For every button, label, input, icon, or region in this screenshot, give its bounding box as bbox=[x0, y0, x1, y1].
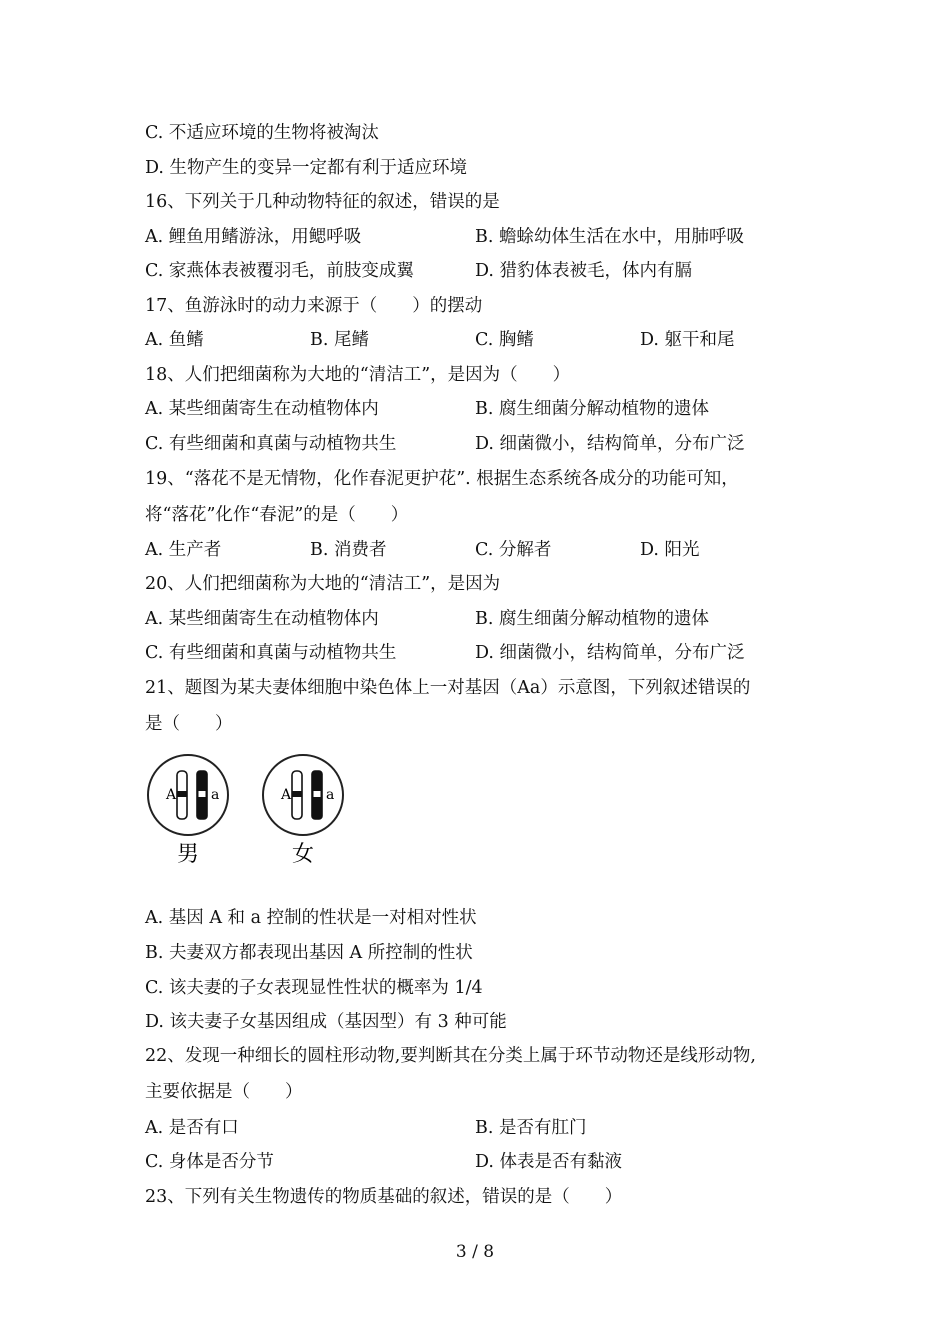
option-22d: D. 体表是否有黏液 bbox=[475, 1152, 623, 1172]
question-18: 18、人们把细菌称为大地的“清洁工”，是因为（ ） bbox=[145, 365, 571, 385]
question-21: 21、题图为某夫妻体细胞中染色体上一对基因（Aa）示意图，下列叙述错误的 bbox=[145, 678, 751, 698]
question-21-cont: 是（ ） bbox=[145, 714, 233, 734]
male-band-a bbox=[177, 791, 187, 797]
question-23: 23、下列有关生物遗传的物质基础的叙述，错误的是（ ） bbox=[145, 1187, 623, 1207]
option-16a: A. 鲤鱼用鳍游泳，用鳃呼吸 bbox=[145, 227, 362, 247]
option-19d: D. 阳光 bbox=[640, 540, 700, 560]
female-gene-big: A bbox=[281, 787, 292, 803]
male-label: 男 bbox=[176, 842, 200, 867]
gene-diagram bbox=[145, 750, 360, 868]
option-20c: C. 有些细菌和真菌与动植物共生 bbox=[145, 643, 397, 663]
question-20: 20、人们把细菌称为大地的“清洁工”，是因为 bbox=[145, 574, 501, 594]
option-16c: C. 家燕体表被覆羽毛，前肢变成翼 bbox=[145, 261, 414, 281]
option-19b: B. 消费者 bbox=[310, 540, 387, 560]
option-20d: D. 细菌微小，结构简单，分布广泛 bbox=[475, 643, 745, 663]
male-gene-big: A bbox=[166, 787, 177, 803]
option-20a: A. 某些细菌寄生在动植物体内 bbox=[145, 609, 379, 629]
option-21c: C. 该夫妻的子女表现显性性状的概率为 1/4 bbox=[145, 978, 483, 998]
line-c-15: C. 不适应环境的生物将被淘汰 bbox=[145, 123, 379, 143]
female-band-b bbox=[314, 791, 321, 797]
option-19c: C. 分解者 bbox=[475, 540, 552, 560]
option-18a: A. 某些细菌寄生在动植物体内 bbox=[145, 399, 379, 419]
option-16b: B. 蟾蜍幼体生活在水中，用肺呼吸 bbox=[475, 227, 744, 247]
option-22a: A. 是否有口 bbox=[145, 1118, 239, 1138]
female-band-a bbox=[292, 791, 302, 797]
female-cell bbox=[263, 755, 343, 867]
option-18b: B. 腐生细菌分解动植物的遗体 bbox=[475, 399, 709, 419]
question-19: 19、“落花不是无情物，化作春泥更护花”. 根据生态系统各成分的功能可知， bbox=[145, 469, 739, 489]
question-22-cont: 主要依据是（ ） bbox=[145, 1082, 303, 1102]
option-22c: C. 身体是否分节 bbox=[145, 1152, 274, 1172]
male-band-b bbox=[199, 791, 206, 797]
option-17b: B. 尾鳍 bbox=[310, 330, 369, 350]
male-gene-small: a bbox=[211, 787, 220, 803]
question-19-cont: 将“落花”化作“春泥”的是（ ） bbox=[145, 505, 409, 525]
line-d-15: D. 生物产生的变异一定都有利于适应环境 bbox=[145, 158, 468, 178]
option-18d: D. 细菌微小，结构简单，分布广泛 bbox=[475, 434, 745, 454]
female-gene-small: a bbox=[326, 787, 335, 803]
option-17d: D. 躯干和尾 bbox=[640, 330, 735, 350]
male-cell bbox=[148, 755, 228, 867]
option-20b: B. 腐生细菌分解动植物的遗体 bbox=[475, 609, 709, 629]
option-21a: A. 基因 A 和 a 控制的性状是一对相对性状 bbox=[145, 908, 477, 928]
option-21d: D. 该夫妻子女基因组成（基因型）有 3 种可能 bbox=[145, 1012, 507, 1032]
option-22b: B. 是否有肛门 bbox=[475, 1118, 587, 1138]
option-18c: C. 有些细菌和真菌与动植物共生 bbox=[145, 434, 397, 454]
question-22: 22、发现一种细长的圆柱形动物,要判断其在分类上属于环节动物还是线形动物, bbox=[145, 1046, 756, 1066]
question-17: 17、鱼游泳时的动力来源于（ ）的摆动 bbox=[145, 296, 483, 316]
option-19a: A. 生产者 bbox=[145, 540, 222, 560]
option-16d: D. 猎豹体表被毛，体内有膈 bbox=[475, 261, 693, 281]
question-16: 16、下列关于几种动物特征的叙述，错误的是 bbox=[145, 192, 500, 212]
female-label: 女 bbox=[291, 842, 315, 867]
option-17c: C. 胸鳍 bbox=[475, 330, 534, 350]
option-21b: B. 夫妻双方都表现出基因 A 所控制的性状 bbox=[145, 943, 473, 963]
page-number: 3 / 8 bbox=[455, 1242, 495, 1262]
option-17a: A. 鱼鳍 bbox=[145, 330, 204, 350]
